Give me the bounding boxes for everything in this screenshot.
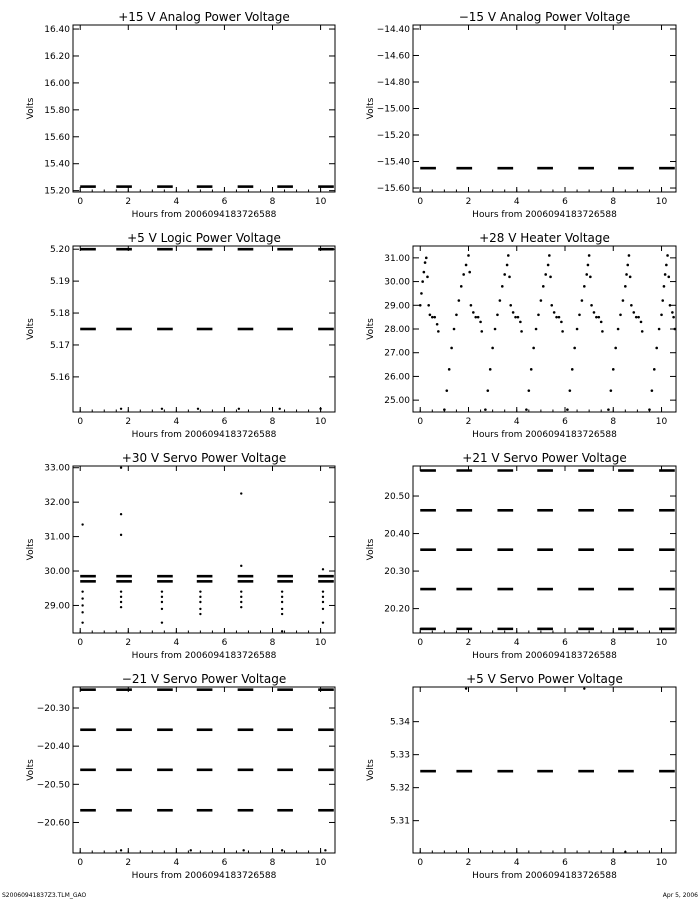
panel-5-xtick-label-3: 6: [221, 638, 228, 648]
panel-8-xtick-label-5: 10: [655, 858, 668, 868]
panel-4-trace-point-71: [576, 328, 579, 331]
panel-1-ytick-label-0: 15.20: [44, 186, 70, 197]
panel-2-xlabel: Hours from 2006094183726588: [472, 210, 617, 220]
panel-4-trace-point-10: [433, 316, 436, 319]
panel-5-data-point-17: [161, 621, 163, 623]
panel-7-xtick-label-5: 10: [314, 858, 327, 868]
panel-2-ytick-label-1: −15.40: [376, 157, 410, 168]
panel-4-trace-point-44: [512, 311, 515, 314]
panel-4-trace-point-6: [426, 276, 429, 279]
panel-4-trace-point-13: [443, 408, 446, 411]
panel-4-trace-point-69: [571, 368, 574, 371]
panel-5-title: +30 V Servo Power Voltage: [121, 451, 287, 465]
panel-4-trace-point-76: [587, 264, 590, 267]
panel-2-ylabel: Volts: [366, 97, 376, 120]
panel-4-ytick-label-3: 28.00: [384, 325, 410, 335]
panel-4-trace-point-63: [555, 316, 558, 319]
panel-5-data-point-10: [120, 596, 122, 598]
panel-2-xtick-label-0: 0: [417, 197, 424, 207]
panel-8-title: +5 V Servo Power Voltage: [466, 672, 623, 686]
panel-4-trace-point-57: [544, 273, 547, 276]
panel-1-ytick-label-2: 15.60: [44, 132, 70, 143]
panel-4-ytick-label-5: 30.00: [384, 277, 410, 288]
panel-8-ytick-label-2: 5.33: [389, 750, 410, 761]
panel-7-xtick-label-2: 4: [173, 858, 180, 868]
panel-4-trace-point-55: [540, 299, 543, 302]
panel-4-trace-point-70: [573, 347, 576, 350]
panel-7-ytick-label-0: −20.60: [36, 818, 70, 829]
panel-6-xtick-label-1: 2: [465, 638, 472, 648]
panel-5-data-point-7: [120, 513, 122, 515]
panel-5-data-point-9: [120, 590, 122, 592]
panel-8-xtick-label-3: 6: [562, 858, 568, 868]
panel-1-xtick-label-1: 2: [125, 197, 132, 207]
panel-4-title: +28 V Heater Voltage: [479, 231, 610, 245]
panel-4-frame: [413, 246, 676, 412]
panel-4-trace-point-22: [465, 264, 468, 267]
panel-5-xtick-label-5: 10: [314, 638, 327, 648]
panel-5-data-point-35: [322, 568, 324, 570]
panel-4-ytick-label-4: 29.00: [384, 301, 410, 312]
panel-7-ytick-label-2: −20.40: [36, 742, 70, 753]
panel-4-trace-point-72: [578, 313, 581, 316]
panel-3-ylabel: Volts: [26, 318, 36, 340]
panel-8-data-point-1: [583, 687, 585, 689]
panel-4-trace-point-116: [671, 311, 674, 314]
panel-4-trace-point-21: [462, 273, 465, 276]
panel-4-trace-point-12: [437, 330, 440, 333]
panel-2-ytick-label-4: −14.80: [376, 77, 410, 88]
panel-5-data-point-1: [81, 590, 83, 592]
panel-7-data-point-2: [242, 849, 244, 851]
panel-5-data-point-6: [120, 467, 122, 469]
panel-4-trace-point-56: [542, 285, 545, 288]
panel-4-trace-point-77: [588, 254, 591, 257]
panel-5-data-point-39: [322, 608, 324, 610]
panel-5-data-point-15: [161, 601, 163, 603]
panel-5-data-point-31: [281, 601, 283, 603]
panel-5-data-point-40: [322, 621, 324, 623]
panel-4-trace-point-80: [593, 311, 596, 314]
panel-3-data-point-2: [197, 408, 199, 410]
footer-date: Apr 5, 2006: [662, 892, 698, 899]
panel-4-trace-point-16: [450, 347, 453, 350]
panel-1-ylabel: Volts: [26, 97, 36, 120]
panel-4-trace-point-84: [601, 330, 604, 333]
panel-1-frame: [73, 25, 335, 192]
panel-7-ytick-label-3: −20.30: [36, 703, 70, 714]
panel-6-xlabel: Hours from 2006094183726588: [472, 651, 617, 661]
panel-4-xtick-label-0: 0: [417, 417, 424, 427]
panel-4-trace-point-106: [655, 347, 658, 350]
panel-5-data-point-24: [240, 565, 242, 567]
panel-2-title: −15 V Analog Power Voltage: [458, 10, 631, 24]
panel-5-data-point-34: [281, 630, 283, 632]
panel-8-ytick-label-3: 5.34: [389, 717, 410, 728]
panel-7-data-point-3: [281, 849, 283, 851]
panel-5-data-point-33: [281, 613, 283, 615]
panel-3-xlabel: Hours from 2006094183726588: [131, 430, 277, 440]
panel-4-trace-point-9: [431, 316, 434, 319]
panel-4-trace-point-58: [547, 264, 550, 267]
panel-4-trace-point-113: [666, 254, 669, 257]
footer-filename: S20060941837Z3.TLM_GAO: [2, 892, 87, 899]
panel-3-ytick-label-1: 5.17: [49, 340, 70, 351]
panel-2-xtick-label-2: 4: [513, 197, 520, 207]
panel-6-ytick-label-0: 20.20: [384, 604, 410, 615]
panel-4-trace-point-4: [424, 261, 427, 264]
panel-2-ytick-label-5: −14.60: [376, 51, 410, 62]
panel-4-trace-point-25: [470, 304, 473, 307]
panel-4-trace-point-75: [585, 273, 588, 276]
panel-4-trace-point-53: [535, 328, 538, 331]
panel-5-data-point-28: [240, 606, 242, 608]
panel-4-trace-point-115: [669, 304, 672, 307]
panel-4-trace-point-117: [672, 316, 675, 319]
panel-4-trace-point-67: [566, 408, 569, 411]
panel-5-data-point-25: [240, 590, 242, 592]
panel-4-trace-point-66: [561, 330, 564, 333]
panel-4-trace-point-103: [648, 408, 651, 411]
panel-4-ytick-label-6: 31.00: [384, 253, 410, 264]
panel-3-xtick-label-1: 2: [125, 417, 132, 427]
panel-5-data-point-14: [161, 596, 163, 598]
panel-4-xtick-label-5: 10: [655, 417, 668, 427]
panel-5-data-point-11: [120, 601, 122, 603]
panel-7-xtick-label-0: 0: [77, 858, 84, 868]
panel-4-trace-point-0: [419, 304, 422, 307]
panel-4-trace-point-28: [477, 316, 480, 319]
panel-4-xtick-label-3: 6: [562, 417, 568, 427]
panel-8-ytick-label-0: 5.31: [389, 816, 410, 827]
panel-3-data-point-0: [120, 408, 122, 410]
panel-4-trace-point-1: [420, 292, 423, 295]
panel-4-trace-point-88: [614, 347, 617, 350]
panel-4-trace-point-89: [617, 328, 620, 331]
panel-6-ytick-label-2: 20.40: [384, 529, 410, 540]
panel-1-xtick-label-2: 4: [173, 197, 180, 207]
panel-4-trace-point-14: [445, 389, 448, 392]
panel-5-ytick-label-0: 29.00: [44, 601, 70, 612]
panel-4-trace-point-2: [421, 280, 424, 283]
panel-1-ytick-label-3: 15.80: [44, 105, 70, 116]
panel-4-trace-point-110: [663, 285, 666, 288]
panel-4-trace-point-101: [640, 321, 643, 324]
panel-5-data-point-18: [199, 590, 201, 592]
panel-4-trace-point-46: [517, 316, 520, 319]
panel-1-ytick-label-6: 16.40: [44, 25, 70, 36]
panel-5-data-point-13: [161, 590, 163, 592]
panel-7-data-point-4: [324, 849, 326, 851]
panel-6-xtick-label-4: 8: [610, 638, 617, 648]
panel-7-data-point-1: [190, 849, 192, 851]
panel-4-trace-point-99: [635, 316, 638, 319]
panel-4-trace-point-92: [624, 285, 627, 288]
panel-4-trace-point-105: [653, 368, 656, 371]
panel-4-trace-point-18: [455, 313, 458, 316]
panel-7-xtick-label-3: 6: [221, 858, 228, 868]
panel-4-trace-point-87: [612, 368, 615, 371]
panel-4-xtick-label-1: 2: [465, 417, 472, 427]
panel-3-title: +5 V Logic Power Voltage: [127, 231, 281, 245]
panel-3-ytick-label-4: 5.20: [49, 245, 70, 256]
panel-4-trace-point-5: [425, 257, 428, 260]
panel-4-trace-point-79: [590, 304, 593, 307]
panel-4-trace-point-37: [499, 299, 502, 302]
panel-4-trace-point-102: [641, 330, 644, 333]
panel-5-ytick-label-2: 31.00: [44, 532, 70, 543]
panel-4-trace-point-8: [429, 313, 432, 316]
panel-4-trace-point-118: [673, 328, 676, 331]
panel-5-ytick-label-1: 30.00: [44, 567, 70, 578]
panel-5-data-point-2: [81, 597, 83, 599]
panel-3-data-point-4: [279, 408, 281, 410]
panel-5-frame: [73, 466, 335, 633]
panel-7-ytick-label-1: −20.50: [36, 780, 70, 791]
panel-7-xtick-label-1: 2: [125, 858, 132, 868]
panel-4-trace-point-24: [468, 271, 471, 274]
panel-5-data-point-23: [240, 492, 242, 494]
panel-3-ytick-label-2: 5.18: [49, 309, 70, 320]
panel-4-trace-point-30: [480, 330, 483, 333]
panel-5-data-point-29: [281, 590, 283, 592]
panel-5-xtick-label-1: 2: [125, 638, 132, 648]
panel-2-xtick-label-3: 6: [562, 197, 568, 207]
panel-4-trace-point-61: [550, 304, 553, 307]
panel-8-data-point-0: [465, 687, 467, 689]
panel-4-trace-point-112: [665, 264, 668, 267]
panel-1-xtick-label-0: 0: [77, 197, 84, 207]
panel-4-trace-point-114: [667, 276, 670, 279]
panel-4-xtick-label-4: 8: [610, 417, 617, 427]
panel-7-data-point-0: [120, 849, 122, 851]
panel-6-ytick-label-3: 20.50: [384, 492, 410, 503]
panel-4-trace-point-104: [651, 389, 654, 392]
panel-5-data-point-19: [199, 596, 201, 598]
panel-4-trace-point-54: [537, 313, 540, 316]
panel-4-trace-point-27: [474, 316, 477, 319]
panel-5-data-point-12: [120, 606, 122, 608]
panel-5-data-point-22: [199, 613, 201, 615]
panel-4-trace-point-109: [661, 299, 664, 302]
panel-3-ytick-label-3: 5.19: [49, 277, 70, 288]
panel-4-trace-point-42: [508, 276, 511, 279]
panel-5-data-point-16: [161, 608, 163, 610]
panel-5-data-point-26: [240, 596, 242, 598]
panel-5-data-point-30: [281, 596, 283, 598]
panel-5-data-point-37: [322, 596, 324, 598]
panel-8-data-point-2: [624, 851, 626, 853]
panel-5-data-point-0: [81, 523, 83, 525]
panel-6-xtick-label-5: 10: [655, 638, 668, 648]
panel-7-xtick-label-4: 8: [269, 858, 276, 868]
panel-4-trace-point-51: [530, 368, 533, 371]
panel-5-data-point-27: [240, 601, 242, 603]
panel-4-trace-point-96: [629, 276, 632, 279]
panel-4-trace-point-32: [486, 389, 489, 392]
panel-1-xtick-label-4: 8: [269, 197, 276, 207]
panel-3-xtick-label-0: 0: [77, 417, 84, 427]
panel-4-trace-point-86: [610, 389, 613, 392]
panel-4-trace-point-90: [619, 313, 622, 316]
panel-4-trace-point-20: [460, 285, 463, 288]
panel-8-ylabel: Volts: [366, 759, 376, 781]
panel-7-ylabel: Volts: [26, 759, 36, 781]
panel-4-trace-point-3: [423, 271, 426, 274]
panel-4-trace-point-11: [436, 323, 439, 326]
panel-7-title: −21 V Servo Power Voltage: [121, 672, 287, 686]
panel-4-trace-point-93: [625, 273, 628, 276]
panel-4-trace-point-45: [514, 316, 517, 319]
panel-2-ytick-label-2: −15.20: [376, 131, 410, 142]
panel-3-xtick-label-5: 10: [314, 417, 327, 427]
panel-4-ytick-label-2: 27.00: [384, 348, 410, 359]
panel-3-xtick-label-2: 4: [173, 417, 180, 427]
panel-4-trace-point-78: [589, 276, 592, 279]
panel-5-data-point-38: [322, 601, 324, 603]
panel-4-trace-point-60: [549, 276, 552, 279]
panel-8-xtick-label-4: 8: [610, 858, 617, 868]
panel-7-xlabel: Hours from 2006094183726588: [131, 871, 277, 881]
panel-1-ytick-label-1: 15.40: [44, 159, 70, 170]
panel-3-data-point-5: [319, 408, 321, 410]
panel-1-ytick-label-4: 16.00: [44, 78, 70, 89]
panel-4-trace-point-17: [453, 328, 456, 331]
panel-8-ytick-label-1: 5.32: [389, 783, 410, 794]
panel-6-ytick-label-1: 20.30: [384, 567, 410, 578]
panel-5-xtick-label-0: 0: [77, 638, 84, 648]
panel-5-data-point-5: [81, 621, 83, 623]
panel-4-trace-point-98: [632, 311, 635, 314]
panel-6-xtick-label-3: 6: [562, 638, 568, 648]
panel-4-trace-point-34: [491, 347, 494, 350]
panel-5-ylabel: Volts: [26, 538, 36, 561]
panel-8-xtick-label-2: 4: [513, 858, 520, 868]
panel-4-trace-point-40: [506, 264, 509, 267]
panel-5-data-point-20: [199, 601, 201, 603]
panel-4-trace-point-81: [595, 316, 598, 319]
panel-4-trace-point-15: [448, 368, 451, 371]
panel-4-trace-point-65: [560, 321, 563, 324]
panel-4-xtick-label-2: 4: [513, 417, 520, 427]
panel-5-data-point-32: [281, 608, 283, 610]
panel-4-trace-point-36: [496, 313, 499, 316]
panel-4-trace-point-48: [520, 330, 523, 333]
panel-4-trace-point-83: [600, 321, 603, 324]
panel-4-trace-point-39: [503, 273, 506, 276]
panel-4-trace-point-73: [581, 299, 584, 302]
panel-1-ytick-label-5: 16.20: [44, 51, 70, 62]
panel-6-ylabel: Volts: [366, 538, 376, 561]
panel-2-ytick-label-6: −14.40: [376, 24, 410, 35]
panel-6-xtick-label-0: 0: [417, 638, 424, 648]
panel-3-xtick-label-4: 8: [269, 417, 276, 427]
panel-4-trace-point-38: [501, 285, 504, 288]
panel-4-ytick-label-0: 25.00: [384, 396, 410, 407]
panel-4-trace-point-35: [494, 328, 497, 331]
panel-4-trace-point-82: [597, 316, 600, 319]
panel-4-trace-point-26: [472, 311, 475, 314]
panel-4-trace-point-94: [626, 264, 629, 267]
panel-8-xlabel: Hours from 2006094183726588: [472, 871, 617, 881]
panel-4-trace-point-97: [630, 304, 633, 307]
panel-4-trace-point-50: [528, 389, 531, 392]
panel-3-ytick-label-0: 5.16: [49, 372, 70, 383]
panel-5-ytick-label-4: 33.00: [44, 463, 70, 474]
panel-4-ytick-label-1: 26.00: [384, 372, 410, 383]
panel-8-xtick-label-0: 0: [417, 858, 424, 868]
panel-5-data-point-3: [81, 604, 83, 606]
panel-2-xtick-label-1: 2: [465, 197, 472, 207]
panel-4-trace-point-49: [525, 408, 528, 411]
panel-1-title: +15 V Analog Power Voltage: [118, 10, 290, 24]
panel-4-trace-point-33: [489, 368, 492, 371]
panel-5-xlabel: Hours from 2006094183726588: [131, 651, 277, 661]
panel-5-data-point-36: [322, 590, 324, 592]
panel-4-trace-point-47: [519, 321, 522, 324]
panel-4-trace-point-74: [583, 285, 586, 288]
panel-1-xtick-label-5: 10: [314, 197, 327, 207]
panel-4-trace-point-62: [553, 311, 556, 314]
panel-6-title: +21 V Servo Power Voltage: [462, 451, 627, 465]
panel-4-trace-point-68: [569, 389, 572, 392]
panel-5-data-point-4: [81, 611, 83, 613]
panel-3-data-point-1: [161, 408, 163, 410]
panel-2-ytick-label-3: −15.00: [376, 104, 410, 115]
panel-5-xtick-label-4: 8: [269, 638, 276, 648]
panel-4-trace-point-107: [658, 328, 661, 331]
panel-2-xtick-label-5: 10: [655, 197, 668, 207]
panel-4-trace-point-111: [664, 273, 667, 276]
panel-1-xlabel: Hours from 2006094183726588: [131, 210, 277, 220]
panel-4-trace-point-59: [548, 254, 551, 257]
panel-6-xtick-label-2: 4: [513, 638, 520, 648]
panel-4-trace-point-43: [509, 304, 512, 307]
panel-5-ytick-label-3: 32.00: [44, 498, 70, 509]
panel-4-trace-point-100: [637, 316, 640, 319]
panel-3-xtick-label-3: 6: [221, 417, 228, 427]
panel-1-xtick-label-3: 6: [221, 197, 228, 207]
panel-2-xtick-label-4: 8: [610, 197, 617, 207]
panel-2-ytick-label-0: −15.60: [376, 184, 410, 195]
panel-4-trace-point-19: [458, 299, 461, 302]
panel-4-trace-point-29: [479, 321, 482, 324]
panel-5-xtick-label-2: 4: [173, 638, 180, 648]
panel-4-ylabel: Volts: [366, 318, 376, 340]
panel-4-xlabel: Hours from 2006094183726588: [472, 430, 617, 440]
panel-5-data-point-8: [120, 534, 122, 536]
panel-4-trace-point-95: [628, 254, 631, 257]
panel-3-data-point-3: [238, 408, 240, 410]
panel-4-trace-point-41: [507, 254, 510, 257]
panel-4-trace-point-52: [532, 347, 535, 350]
panel-4-trace-point-7: [427, 304, 430, 307]
panel-5-data-point-21: [199, 608, 201, 610]
panel-8-xtick-label-1: 2: [465, 858, 472, 868]
panel-4-trace-point-85: [607, 408, 610, 411]
panel-4-trace-point-91: [622, 299, 625, 302]
panel-4-trace-point-64: [558, 316, 561, 319]
panel-4-trace-point-23: [467, 254, 470, 257]
panel-4-trace-point-108: [660, 313, 663, 316]
panel-4-trace-point-31: [484, 408, 487, 411]
